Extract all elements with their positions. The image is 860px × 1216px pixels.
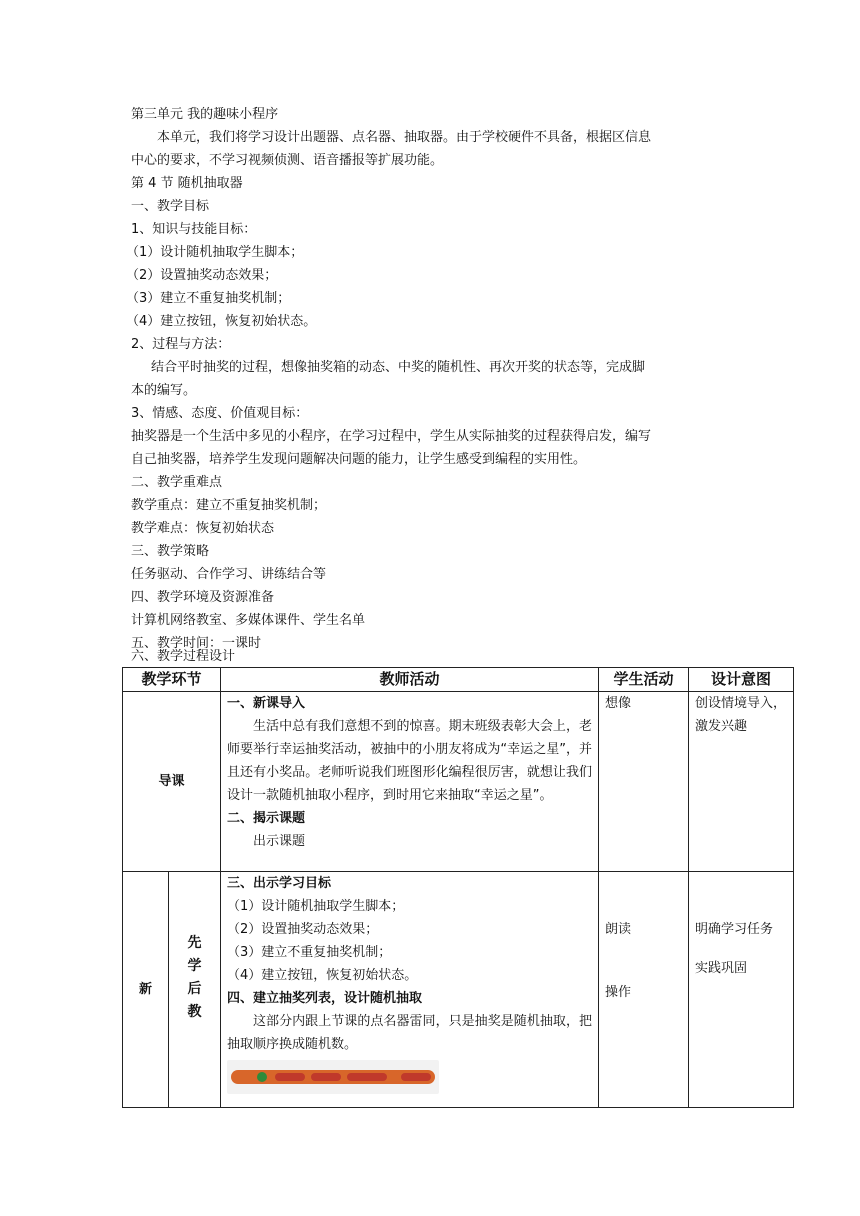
process-line2: 本的编写。: [131, 383, 197, 398]
teacher-goal-1: （1）设计随机抽取学生脚本；: [227, 899, 405, 914]
intent-new: [689, 872, 794, 1108]
heading-emotion-goals: 3、情感、态度、价值观目标：: [131, 406, 309, 421]
student-operate: 操作: [605, 985, 632, 1000]
teacher-goal-4: （4）建立按钮，恢复初始状态。: [227, 968, 418, 983]
stage-new-label: 新: [138, 982, 152, 997]
heading-key-points: 二、教学重难点: [131, 475, 223, 490]
teacher-heading-reveal: 二、揭示课题: [227, 811, 306, 826]
intent-intro: 创设情境导入，激发兴趣: [689, 692, 794, 872]
emotion-line2: 自己抽奖器，培养学生发现问题解决问题的能力，让学生感受到编程的实用性。: [131, 452, 587, 467]
student-read: 朗读: [605, 922, 632, 937]
unit-title: 第三单元 我的趣味小程序: [131, 107, 279, 122]
lesson-process-table: [122, 667, 794, 1108]
teacher-heading-goals: 三、出示学习目标: [227, 876, 332, 891]
heading-goals: 一、教学目标: [131, 199, 210, 214]
key-point: 教学重点：建立不重复抽奖机制；: [131, 498, 327, 513]
intent-clarify: 明确学习任务: [695, 922, 774, 937]
heading-strategy: 三、教学策略: [131, 544, 210, 559]
header-stage: 教学环节: [123, 668, 221, 692]
difficulty-point: 教学难点：恢复初始状态: [131, 521, 275, 536]
code-block-bar: [231, 1070, 435, 1084]
teacher-goal-2: （2）设置抽奖动态效果；: [227, 922, 379, 937]
teacher-heading-list: 四、建立抽奖列表，设计随机抽取: [227, 991, 423, 1006]
strategy-text: 任务驱动、合作学习、讲练结合等: [131, 567, 327, 582]
header-student: 学生活动: [599, 668, 689, 692]
stage-char-3: 后: [187, 981, 202, 997]
teacher-goal-3: （3）建立不重复抽奖机制；: [227, 945, 392, 960]
heading-knowledge-goals: 1、知识与技能目标：: [131, 222, 257, 237]
scratch-code-block-image: [227, 1060, 439, 1094]
code-block-segment: [275, 1073, 305, 1081]
code-block-segment: [401, 1073, 431, 1081]
stage-char-2: 学: [187, 958, 202, 974]
student-activity-intro: 想像: [599, 692, 689, 872]
intent-practice: 实践巩固: [695, 961, 748, 976]
heading-process-goals: 2、过程与方法：: [131, 337, 231, 352]
environment-text: 计算机网络教室、多媒体课件、学生名单: [131, 613, 366, 628]
heading-process-design: 六、教学过程设计: [131, 649, 236, 664]
goal-item-3: （3）建立不重复抽奖机制；: [126, 291, 291, 306]
heading-environment: 四、教学环境及资源准备: [131, 590, 275, 605]
heading-time: 五、教学时间：一课时: [131, 636, 262, 651]
teacher-list-paragraph: 这部分内跟上节课的点名器雷同，只是抽奖是随机抽取，把抽取顺序换成随机数。: [227, 1014, 593, 1052]
section-title: 第 4 节 随机抽取器: [131, 176, 243, 191]
goal-item-1: （1）设计随机抽取学生脚本；: [126, 245, 304, 260]
emotion-line1: 抽奖器是一个生活中多见的小程序，在学习过程中，学生从实际抽奖的过程获得启发，编写: [131, 429, 652, 444]
table-row: [123, 692, 794, 872]
student-activity-new: [599, 872, 689, 1108]
goal-item-2: （2）设置抽奖动态效果；: [126, 268, 278, 283]
stage-char-1: 先: [187, 935, 202, 951]
teacher-activity-intro: [221, 692, 599, 872]
stage-char-4: 教: [187, 1004, 202, 1020]
header-intent: 设计意图: [689, 668, 794, 692]
goal-item-4: （4）建立按钮，恢复初始状态。: [126, 314, 317, 329]
stage-learn-teach: [169, 872, 221, 1108]
header-teacher: 教师活动: [221, 668, 599, 692]
stage-intro: [123, 692, 221, 872]
table-row: [123, 872, 794, 1108]
code-block-segment: [311, 1073, 341, 1081]
process-line1: 结合平时抽奖的过程，想像抽奖箱的动态、中奖的随机性、再次开奖的状态等，完成脚: [151, 360, 646, 375]
table-header-row: [123, 668, 794, 692]
teacher-heading-new-lesson: 一、新课导入: [227, 696, 306, 711]
code-block-dot: [257, 1072, 267, 1082]
unit-intro-line1: 本单元，我们将学习设计出题器、点名器、抽取器。由于学校硬件不具备，根据区信息: [157, 130, 652, 145]
stage-intro-label: 导课: [158, 774, 185, 789]
teacher-intro-paragraph: 生活中总有我们意想不到的惊喜。期末班级表彰大会上，老师要举行幸运抽奖活动，被抽中的小朋友将成为“幸运之星”，并且还有小奖品。老师听说我们班图形化编程很厉害，就想让我们设计一款随机抽取小程序，到时用它来抽取“幸运之星”。: [227, 719, 593, 803]
unit-intro-line2: 中心的要求，不学习视频侦测、语音播报等扩展功能。: [131, 153, 444, 168]
code-block-segment: [347, 1073, 387, 1081]
stage-new: [123, 872, 169, 1108]
teacher-reveal-text: 出示课题: [253, 834, 306, 849]
teacher-activity-new: [221, 872, 599, 1108]
